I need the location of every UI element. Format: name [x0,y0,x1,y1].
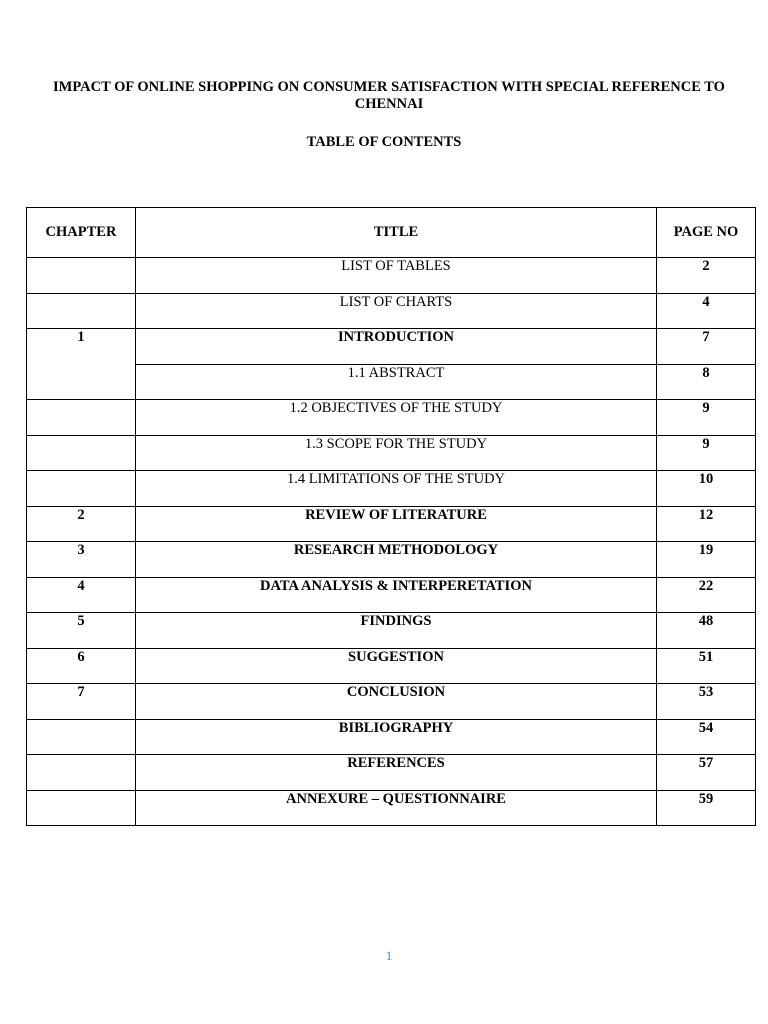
chapter-cell: 5 [27,613,136,649]
chapter-cell: 2 [27,506,136,542]
title-cell: REFERENCES [136,755,657,791]
title-cell: LIST OF CHARTS [136,293,657,329]
chapter-cell [27,755,136,791]
chapter-cell: 1 [27,329,136,400]
title-column-header: TITLE [136,208,657,258]
chapter-cell [27,293,136,329]
table-row [27,329,756,365]
chapter-cell [27,258,136,294]
page-cell: 54 [657,719,756,755]
page-cell: 59 [657,790,756,826]
page-cell: 51 [657,648,756,684]
page-number: 1 [385,948,393,963]
chapter-cell: 7 [27,684,136,720]
title-cell: 1.2 OBJECTIVES OF THE STUDY [136,400,657,436]
table-row [27,435,756,471]
title-cell: SUGGESTION [136,648,657,684]
table-row [27,400,756,436]
title-cell: DATA ANALYSIS & INTERPERETATION [136,577,657,613]
chapter-cell: 4 [27,577,136,613]
title-cell: ANNEXURE – QUESTIONNAIRE [136,790,657,826]
page-cell: 9 [657,435,756,471]
table-row [27,684,756,720]
title-cell: 1.4 LIMITATIONS OF THE STUDY [136,471,657,507]
chapter-cell: 3 [27,542,136,578]
table-row [27,719,756,755]
title-cell: BIBLIOGRAPHY [136,719,657,755]
title-cell: REVIEW OF LITERATURE [136,506,657,542]
page-cell: 19 [657,542,756,578]
table-row [27,293,756,329]
table-row [27,755,756,791]
document-title: IMPACT OF ONLINE SHOPPING ON CONSUMER SATISFACTION WITH SPECIAL REFERENCE TO CHENNAI [53,79,725,112]
page-cell: 7 [657,329,756,365]
page-cell: 2 [657,258,756,294]
table-row [27,790,756,826]
page-cell: 9 [657,400,756,436]
table-row [27,258,756,294]
chapter-cell [27,400,136,436]
table-row [27,542,756,578]
table-row [27,364,756,400]
toc-header-row [27,208,756,258]
page-cell: 53 [657,684,756,720]
title-cell: 1.1 ABSTRACT [136,364,657,400]
page-cell: 8 [657,364,756,400]
toc-body [27,258,756,826]
chapter-cell [27,719,136,755]
title-cell: INTRODUCTION [136,329,657,365]
page-cell: 22 [657,577,756,613]
page-cell: 48 [657,613,756,649]
title-cell: RESEARCH METHODOLOGY [136,542,657,578]
title-cell: FINDINGS [136,613,657,649]
table-row [27,577,756,613]
chapter-column-header: CHAPTER [27,208,136,258]
title-cell: LIST OF TABLES [136,258,657,294]
page-cell: 10 [657,471,756,507]
chapter-cell [27,471,136,507]
page-cell: 12 [657,506,756,542]
toc-table [26,207,756,826]
page-column-header: PAGE NO [657,208,756,258]
table-row [27,471,756,507]
page-cell: 4 [657,293,756,329]
table-row [27,613,756,649]
title-cell: CONCLUSION [136,684,657,720]
table-row [27,648,756,684]
table-row [27,506,756,542]
chapter-cell [27,435,136,471]
chapter-cell: 6 [27,648,136,684]
chapter-cell [27,790,136,826]
toc-heading: TABLE OF CONTENTS [306,134,462,150]
title-cell: 1.3 SCOPE FOR THE STUDY [136,435,657,471]
page-cell: 57 [657,755,756,791]
